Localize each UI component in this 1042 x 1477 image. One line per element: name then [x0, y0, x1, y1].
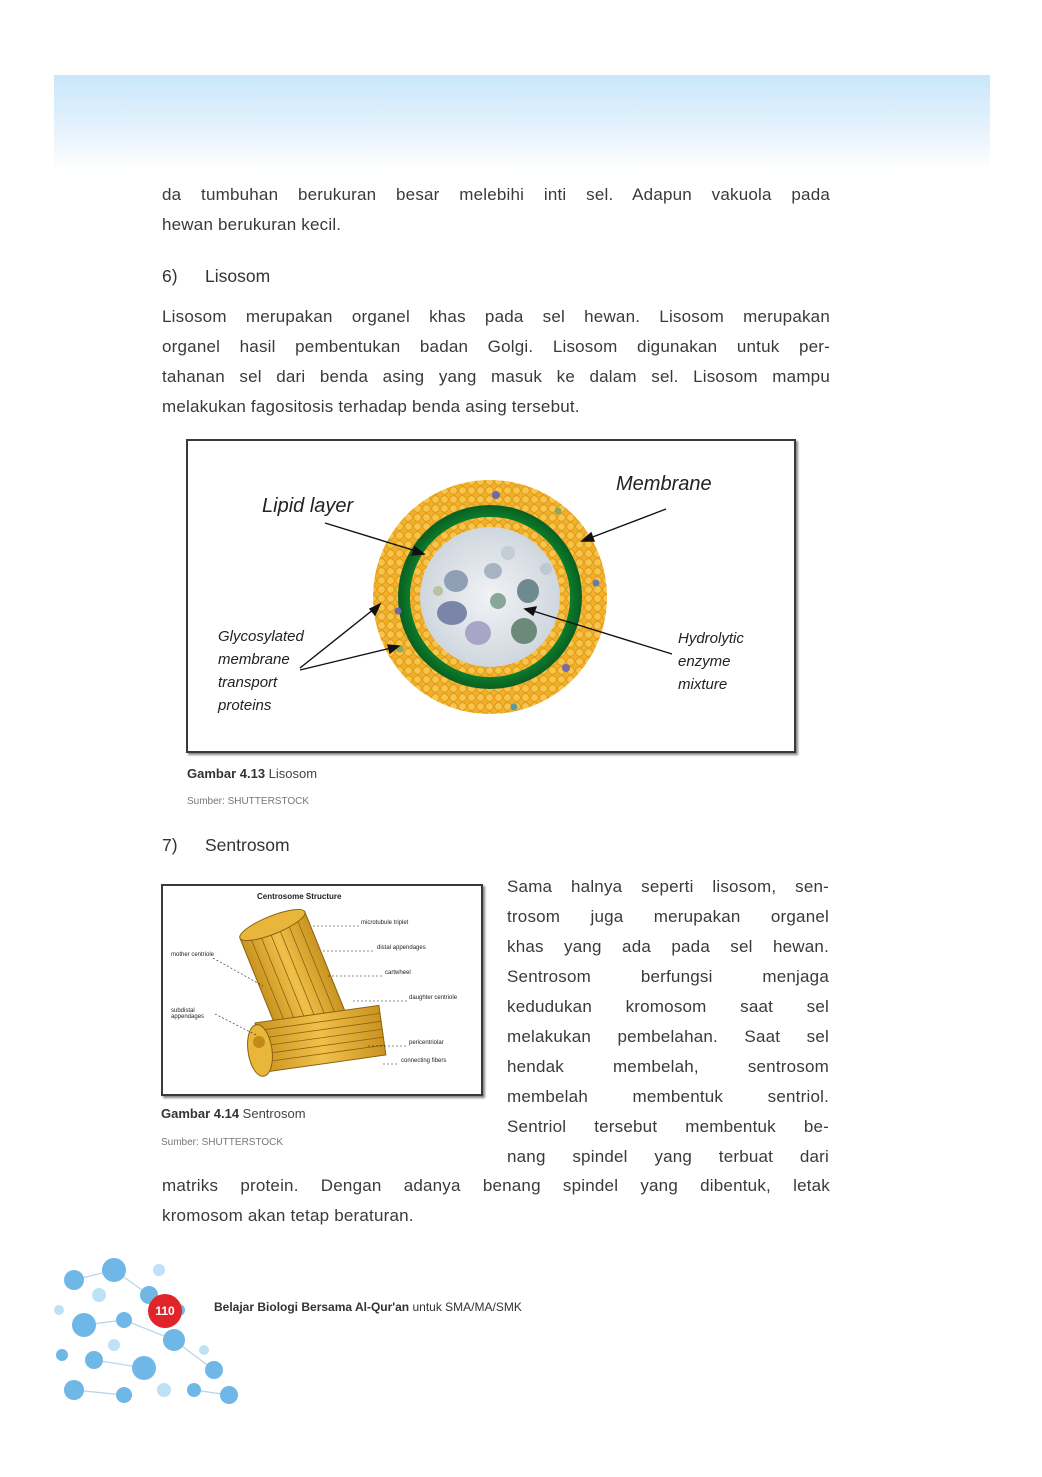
protein-dot [555, 508, 562, 515]
text-line: kedudukan kromosom saat sel [507, 997, 829, 1016]
enzyme-blob [501, 546, 515, 560]
text-line: melakukan pembelahan. Saat sel [507, 1027, 829, 1046]
figure1-caption [187, 766, 317, 781]
molecule-bubbles-decoration [54, 1250, 254, 1410]
label-lipid-layer: Lipid layer [262, 495, 354, 517]
centrosome-label: connecting fibers [401, 1058, 447, 1064]
section-number: 6) [162, 266, 178, 286]
text-line: tahanan sel dari benda asing yang masuk ke dalam sel. Lisosom mampu [162, 367, 830, 386]
sentrosom-side-paragraph [507, 872, 829, 1172]
lisosom-paragraph [162, 302, 830, 422]
centrosome-label: mother centriole [171, 952, 215, 958]
text-line: melakukan fagositosis terhadap benda asing tersebut. [162, 397, 580, 416]
label-hydrolytic-enzyme [678, 627, 744, 696]
label-line: enzyme [678, 653, 731, 670]
label-line: Hydrolytic [678, 630, 744, 647]
centrosome-label: daughter centriole [409, 995, 458, 1001]
caption-label: Gambar 4.13 [187, 766, 266, 781]
text-line: trosom juga merupakan organel [507, 907, 829, 926]
protein-dot [492, 491, 500, 499]
enzyme-blob [490, 593, 506, 609]
intro-paragraph [162, 180, 830, 240]
label-line: membrane [218, 651, 290, 668]
protein-dot [593, 580, 600, 587]
section-title: Sentrosom [205, 835, 290, 855]
text-line: membelah membentuk sentriol. [507, 1087, 829, 1106]
text-line: khas yang ada pada sel hewan. [507, 937, 829, 956]
centrosome-label: microtubule triplet [361, 920, 409, 926]
text-line: da tumbuhan berukuran besar melebihi inti sel. Adapun vakuola pada [162, 185, 830, 204]
arrow-glyco-2 [300, 648, 391, 670]
enzyme-blob [465, 621, 491, 645]
protein-dot [511, 704, 518, 711]
figure1-source: Sumber: SHUTTERSTOCK [187, 796, 310, 807]
text-line: nang spindel yang terbuat dari [507, 1147, 829, 1166]
enzyme-blob [437, 601, 467, 625]
protein-dot [562, 664, 570, 672]
enzyme-blob [484, 563, 502, 579]
sentrosom-tail-paragraph [162, 1171, 830, 1231]
label-membrane: Membrane [616, 473, 712, 495]
page-header-banner [54, 75, 990, 170]
protein-dot [395, 608, 402, 615]
centrosome-label: pericentriolar [409, 1040, 444, 1046]
footer-title-bold: Belajar Biologi Bersama Al-Qur'an [214, 1300, 410, 1314]
text-line: hewan berukuran kecil. [162, 215, 342, 234]
caption-label: Gambar 4.14 [161, 1106, 240, 1121]
footer-book-title [214, 1300, 522, 1314]
caption-text: Lisosom [268, 766, 318, 781]
label-line: transport [218, 674, 278, 691]
lumen [420, 527, 560, 667]
label-line: Glycosylated [218, 628, 304, 645]
enzyme-blob [433, 586, 443, 596]
footer-title-rest: untuk SMA/MA/SMK [409, 1300, 522, 1314]
label-glycosylated-proteins [218, 625, 304, 717]
text-line: Sentrosom berfungsi menjaga [507, 967, 829, 986]
text-line: organel hasil pembentukan badan Golgi. Lisosom digunakan untuk per- [162, 337, 830, 356]
lysosome-figure [186, 439, 796, 753]
centrosome-label: subdistal appendages [171, 1008, 205, 1020]
section-heading-lisosom [162, 266, 270, 287]
text-line: hendak membelah, sentrosom [507, 1057, 829, 1076]
centrosome-title: Centrosome Structure [257, 892, 342, 901]
centrosome-label: cartwheel [385, 970, 411, 976]
caption-text: Sentrosom [242, 1106, 306, 1121]
text-line: Sama halnya seperti lisosom, sen- [507, 877, 829, 896]
centrosome-figure [161, 884, 483, 1096]
text-line: matriks protein. Dengan adanya benang spindel yang dibentuk, letak [162, 1176, 830, 1195]
figure2-source: Sumber: SHUTTERSTOCK [161, 1137, 284, 1148]
label-line: proteins [218, 697, 272, 714]
daughter-centriole [245, 1005, 386, 1077]
text-line: Sentriol tersebut membentuk be- [507, 1117, 829, 1136]
enzyme-blob [511, 618, 537, 644]
enzyme-blob [540, 563, 552, 575]
section-heading-sentrosom [162, 835, 290, 856]
label-line: mixture [678, 676, 728, 693]
page-number-badge: 110 [148, 1294, 182, 1328]
enzyme-blob [517, 579, 539, 603]
arrow-membrane [590, 509, 666, 538]
arrow-glyco-1 [300, 609, 374, 668]
enzyme-blob [444, 570, 468, 592]
centrosome-label: distal appendages [377, 945, 426, 951]
figure2-caption [161, 1106, 306, 1121]
section-number: 7) [162, 835, 178, 855]
section-title: Lisosom [205, 266, 271, 286]
text-line: kromosom akan tetap beraturan. [162, 1206, 414, 1225]
text-line: Lisosom merupakan organel khas pada sel hewan. Lisosom merupakan [162, 307, 830, 326]
